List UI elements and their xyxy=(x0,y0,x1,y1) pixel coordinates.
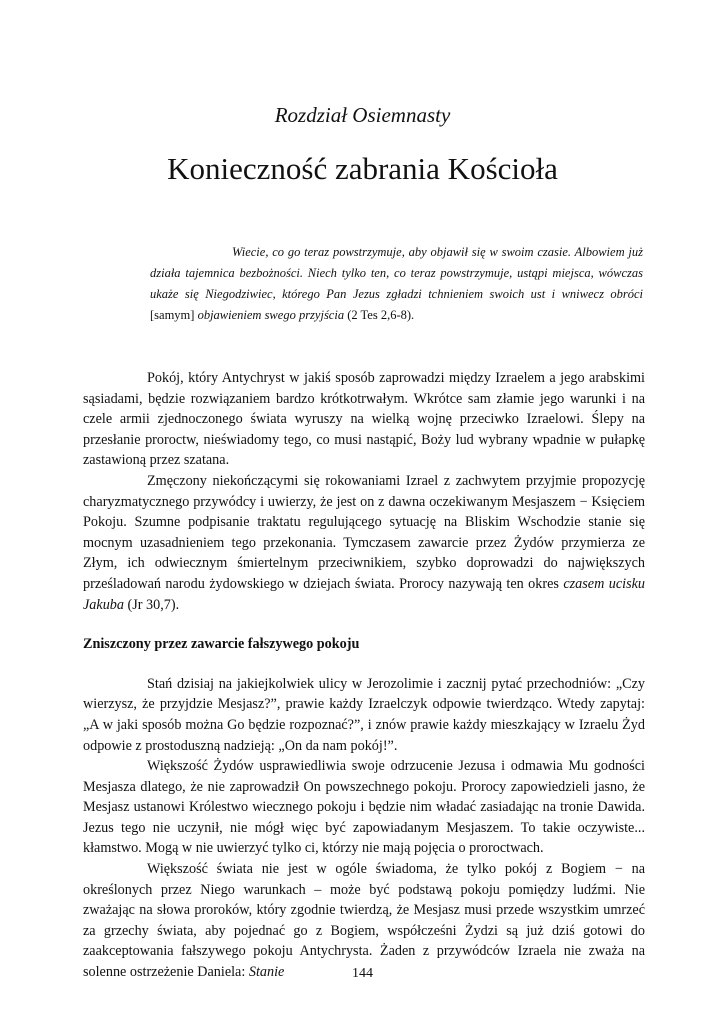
paragraph-2 xyxy=(83,471,645,615)
page-number: 144 xyxy=(352,966,373,981)
paragraph-5-start: Większość świata nie jest w ogóle świadoma, że tylko pokój z Bogiem − na określonych przez Niego warunkach – może być podstawą pokoju pomiędzy ludźmi. Nie zważając na słowa proroków, który zgodnie twierdzą, że Mesjasz musi przede wszystkim umrzeć za grzechy świata, aby pojednać go z Bogiem, współcześni Żydzi są już dziś gotowi do zaakceptowania fałszywego pokoju Antychrysta. Żaden z przywódców Izraela nie zważa na solenne ostrzeżenie Daniela: xyxy=(83,861,645,981)
paragraph-3: Stań dzisiaj na jakiejkolwiek ulicy w Jerozolimie i zacznij pytać przechodniów: „Czy wierzysz, że przyjdzie Mesjasz?”, prawie każdy Izraelczyk odpowie twierdząco. Wtedy zapytaj: „A w jaki sposób można Go będzie rozpoznać?”, i znów prawie każdy mieszkający w Izraelu Żyd odpowie z prostoduszną nadzieją: „On da nam pokój!”. xyxy=(83,675,645,754)
epigraph-reference: (2 Tes 2,6-8). xyxy=(347,308,415,322)
paragraph-2-start: Zmęczony niekończącymi się rokowaniami Izrael z zachwytem przyjmie propozycję charyzmatycznego przywódcy i uwierzy, że jest on z dawna oczekiwanym Mesjaszem − Księciem Pokoju. Szumne podpisanie traktatu regulującego sytuację na Bliskim Wschodzie stanie się mocnym uzasadnieniem tego przekonania. Tymczasem zawarcie przez Żydów przymierza ze Złym, ich odwiecznym śmiertelnym przeciwnikiem, szybko doprowadzi do największych prześladowań narodu żydowskiego w dziejach świata. Prorocy nazywają ten okres xyxy=(83,472,645,592)
paragraph-4: Większość Żydów usprawiedliwia swoje odrzucenie Jezusa i odmawia Mu godności Mesjasza dlatego, że nie zaprowadził On powszechnego pokoju. Prorocy zapowiedzieli jasno, że Mesjasz ustanowi Królestwo wiecznego pokoju i będzie nim władać zasiadając na tronie Dawida. Jezus tego nie uczynił, nie mógł więc być zapowiadanym Mesjaszem. To takie oczywiste... kłamstwo. Mogą w nie uwierzyć tylko ci, którzy nie mają pojęcia o proroctwach. xyxy=(83,758,645,857)
epigraph-quote: Wiecie, co go teraz powstrzymuje, aby objawił się w swoim czasie. Albowiem już działa tajemnica bezbożności. Niech tylko ten, co teraz powstrzymuje, ustąpi miejsca, wówczas ukaże się Niegodziwiec, którego Pan Jezus zgładzi tchnieniem swoich ust i wniwecz obróci xyxy=(150,245,643,301)
epigraph-bracket: [samym] xyxy=(150,308,195,322)
section-heading: Zniszczony przez zawarcie fałszywego pokoju xyxy=(83,636,360,653)
paragraph-2-italic: czasem ucisku Jakuba xyxy=(83,575,646,613)
epigraph xyxy=(150,242,643,326)
paragraph-2-end: (Jr 30,7). xyxy=(127,596,180,613)
paragraph-1: Pokój, który Antychryst w jakiś sposób zaprowadzi między Izraelem a jego arabskimi sąsiadami, będzie rozwiązaniem bardzo krótkotrwałym. Wkrótce sam złamie jego warunki i na czele armii zjednoczonego świata wyruszy na wielką wojnę przeciwko Izraelowi. Ślepy na przesłanie proroctw, nieświadomy tego, co musi nastąpić, Boży lud wybrany wpadnie w pułapkę zastawioną przez szatana. xyxy=(83,370,645,469)
chapter-title: Konieczność zabrania Kościoła xyxy=(167,151,558,186)
body-text xyxy=(83,368,645,983)
chapter-label: Rozdział Osiemnasty xyxy=(274,103,451,127)
paragraph-5-italic: Stanie xyxy=(248,964,285,981)
epigraph-quote-end: objawieniem swego przyjścia xyxy=(197,308,345,322)
